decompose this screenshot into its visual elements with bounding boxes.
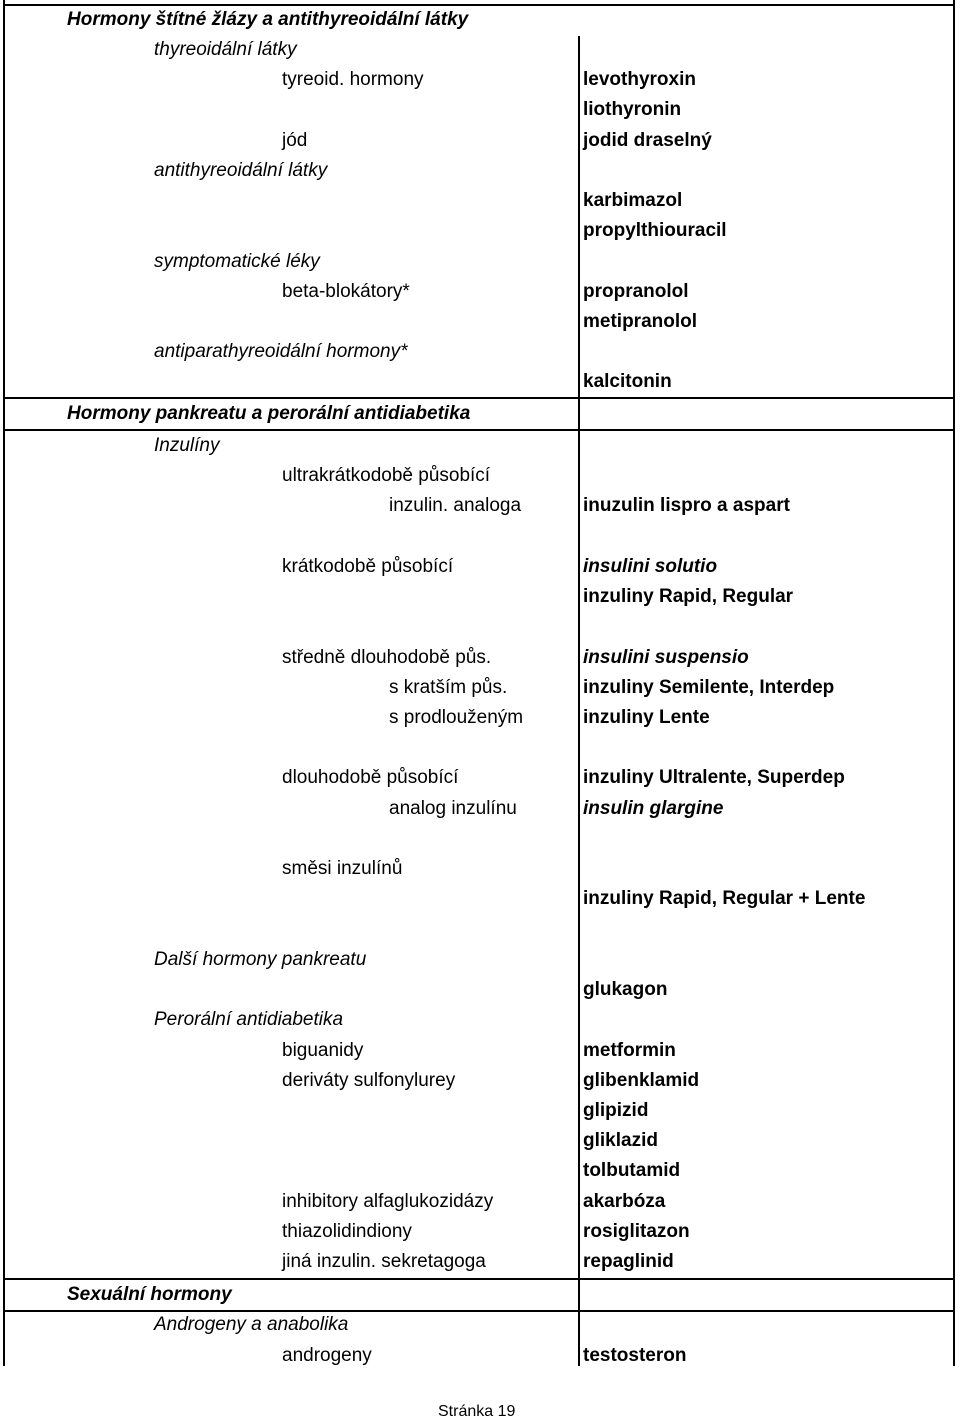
- right-border: [953, 0, 955, 1366]
- drug-glukagon: glukagon: [583, 979, 668, 1000]
- row-divider-pancreas-top: [3, 397, 955, 399]
- drug-kalcitonin: kalcitonin: [583, 371, 672, 392]
- top-border: [3, 4, 955, 6]
- drug-glipizid: glipizid: [583, 1100, 649, 1121]
- section-heading-thyroid: Hormony štítné žlázy a antithyreoidální látky: [67, 9, 469, 30]
- subcategory-analog: analog inzulínu: [389, 798, 517, 819]
- drug-karbimazol: karbimazol: [583, 190, 683, 211]
- drug-glargine: insulin glargine: [583, 798, 724, 819]
- drug-glibenklamid: glibenklamid: [583, 1070, 700, 1091]
- drug-lispro: inuzulin lispro a aspart: [583, 495, 790, 516]
- subcategory-alpha-glucosidase: inhibitory alfaglukozidázy: [282, 1191, 494, 1212]
- page-number: Stránka 19: [438, 1403, 516, 1420]
- subcategory-shorter: s kratším půs.: [389, 677, 508, 698]
- drug-rapid-lente: inzuliny Rapid, Regular + Lente: [583, 888, 866, 909]
- drug-jodid: jodid draselný: [583, 130, 712, 151]
- drug-rapid-regular: inzuliny Rapid, Regular: [583, 586, 794, 607]
- row-divider-sexual-bottom: [3, 1310, 955, 1312]
- drug-liothyronin: liothyronin: [583, 99, 682, 120]
- drug-propranolol: propranolol: [583, 281, 689, 302]
- drug-repaglinid: repaglinid: [583, 1251, 674, 1272]
- subcategory-jod: jód: [282, 130, 308, 151]
- drug-rosiglitazon: rosiglitazon: [583, 1221, 690, 1242]
- subcategory-tyreoid-hormones: tyreoid. hormony: [282, 69, 424, 90]
- category-other-hormones: Další hormony pankreatu: [154, 949, 367, 970]
- subcategory-mixtures: směsi inzulínů: [282, 858, 403, 879]
- drug-tolbutamid: tolbutamid: [583, 1160, 681, 1181]
- section-heading-sexual: Sexuální hormony: [67, 1284, 232, 1305]
- subcategory-betablockers: beta-blokátory*: [282, 281, 410, 302]
- subcategory-prolonged: s prodlouženým: [389, 707, 524, 728]
- subcategory-ultrashort: ultrakrátkodobě působící: [282, 465, 491, 486]
- category-insulins: Inzulíny: [154, 435, 220, 456]
- drug-propylthiouracil: propylthiouracil: [583, 220, 727, 241]
- subcategory-analoga: inzulin. analoga: [389, 495, 522, 516]
- subcategory-short: krátkodobě působící: [282, 556, 454, 577]
- drug-lente: inzuliny Lente: [583, 707, 710, 728]
- drug-testosteron: testosteron: [583, 1345, 687, 1366]
- category-antithyreoidal: antithyreoidální látky: [154, 160, 328, 181]
- row-divider-sexual-top: [3, 1278, 955, 1280]
- subcategory-androgens: androgeny: [282, 1345, 372, 1366]
- drug-metipranolol: metipranolol: [583, 311, 698, 332]
- row-divider-pancreas-bottom: [3, 429, 955, 431]
- category-androgens-anabolics: Androgeny a anabolika: [154, 1314, 349, 1335]
- subcategory-long: dlouhodobě působící: [282, 767, 459, 788]
- section-heading-pancreas: Hormony pankreatu a perorální antidiabetika: [67, 403, 471, 424]
- drug-semilente: inzuliny Semilente, Interdep: [583, 677, 835, 698]
- subcategory-sulfonylurea: deriváty sulfonylurey: [282, 1070, 456, 1091]
- left-border: [3, 0, 5, 1366]
- subcategory-secretagogues: jiná inzulin. sekretagoga: [282, 1251, 486, 1272]
- drug-suspensio: insulini suspensio: [583, 647, 749, 668]
- subcategory-intermediate: středně dlouhodobě půs.: [282, 647, 492, 668]
- middle-border: [578, 36, 580, 1366]
- category-thyreoidal: thyreoidální látky: [154, 39, 297, 60]
- subcategory-biguanides: biguanidy: [282, 1040, 364, 1061]
- drug-ultralente: inzuliny Ultralente, Superdep: [583, 767, 845, 788]
- drug-solutio: insulini solutio: [583, 556, 718, 577]
- drug-metformin: metformin: [583, 1040, 676, 1061]
- drug-akarboza: akarbóza: [583, 1191, 666, 1212]
- category-oral-antidiabetics: Perorální antidiabetika: [154, 1009, 344, 1030]
- category-symptomatic: symptomatické léky: [154, 251, 320, 272]
- category-antiparathyroid: antiparathyreoidální hormony*: [154, 341, 408, 362]
- drug-gliklazid: gliklazid: [583, 1130, 658, 1151]
- subcategory-thiazolidinediones: thiazolidindiony: [282, 1221, 412, 1242]
- drug-levothyroxin: levothyroxin: [583, 69, 696, 90]
